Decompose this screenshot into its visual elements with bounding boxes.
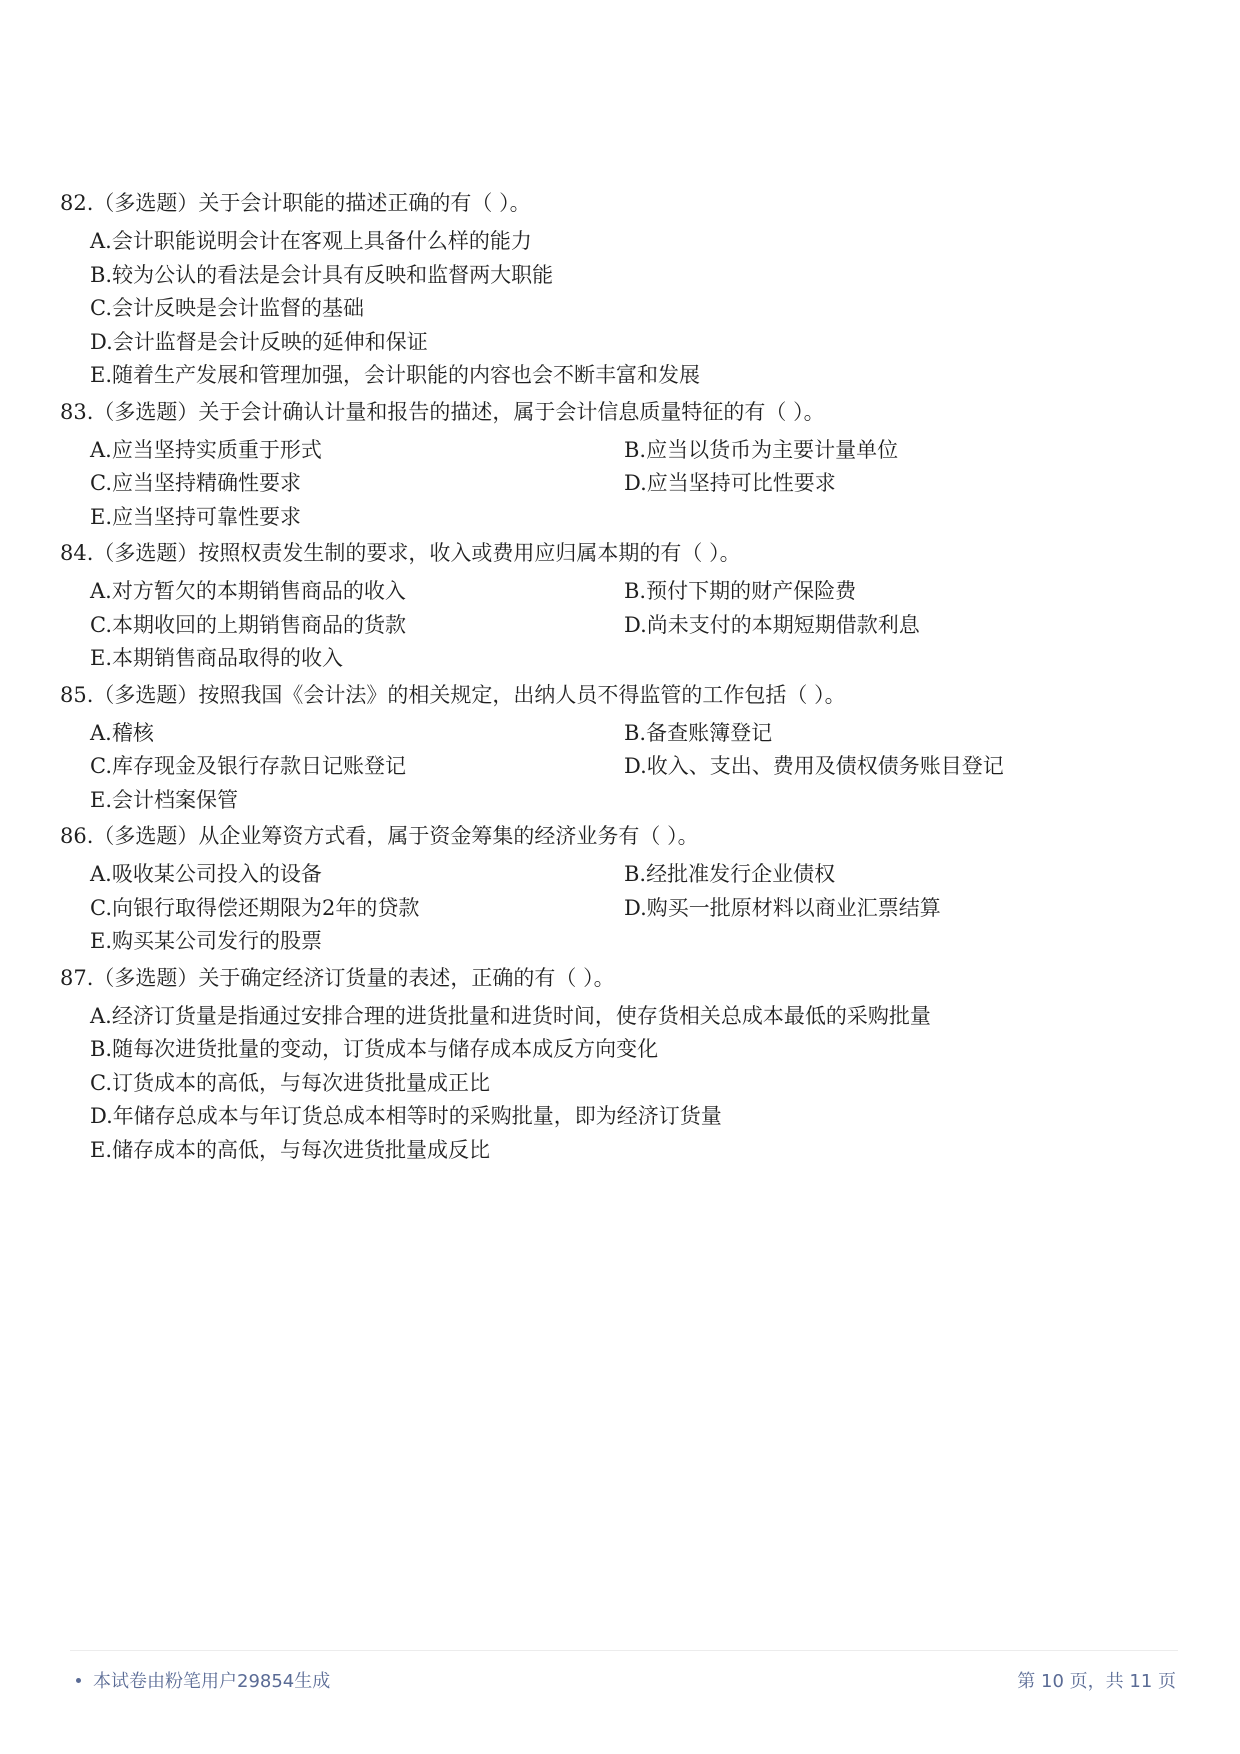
answer-option: B.经批准发行企业债权 <box>624 862 836 886</box>
answer-option: E.应当坚持可靠性要求 <box>90 504 302 529</box>
question-block <box>60 397 1160 535</box>
answer-option: A.对方暂欠的本期销售商品的收入 <box>90 579 406 603</box>
answer-option: C.库存现金及银行存款日记账登记 <box>90 754 406 778</box>
question-stem: 87.（多选题）关于确定经济订货量的表述，正确的有（ ）。 <box>60 965 615 990</box>
question-stem: 82.（多选题）关于会计职能的描述正确的有（ ）。 <box>60 191 531 215</box>
question-block <box>60 821 1160 959</box>
answer-option: B.备查账簿登记 <box>624 720 773 745</box>
answer-option: C.本期收回的上期销售商品的货款 <box>90 612 406 637</box>
question-list <box>60 188 1160 1171</box>
question-block <box>60 680 1160 818</box>
answer-option: B.随每次进货批量的变动，订货成本与储存成本成反方向变化 <box>90 1037 659 1061</box>
bullet-dot-icon <box>76 1678 81 1683</box>
option-list <box>60 225 1160 393</box>
answer-option: D.应当坚持可比性要求 <box>624 471 836 495</box>
option-list <box>60 858 1160 959</box>
footer-divider <box>70 1650 1178 1651</box>
footer-generated-by <box>76 1667 330 1693</box>
answer-option: A.经济订货量是指通过安排合理的进货批量和进货时间，使存货相关总成本最低的采购批量 <box>90 1003 931 1028</box>
answer-option: B.应当以货币为主要计量单位 <box>624 437 899 462</box>
question-stem: 84.（多选题）按照权责发生制的要求，收入或费用应归属本期的有（ ）。 <box>60 541 741 565</box>
question-block <box>60 963 1160 1168</box>
option-list <box>60 1000 1160 1168</box>
footer-generated-by-text: 本试卷由粉笔用户29854生成 <box>93 1671 331 1692</box>
question-block <box>60 538 1160 676</box>
answer-option: E.储存成本的高低，与每次进货批量成反比 <box>90 1137 491 1162</box>
answer-option: D.购买一批原材料以商业汇票结算 <box>624 895 941 920</box>
answer-option: C.订货成本的高低，与每次进货批量成正比 <box>90 1070 490 1095</box>
answer-option: A.稽核 <box>90 720 154 745</box>
answer-option: A.吸收某公司投入的设备 <box>90 862 322 886</box>
question-block <box>60 188 1160 393</box>
answer-option: D.会计监督是会计反映的延伸和保证 <box>90 329 428 354</box>
answer-option: B.预付下期的财产保险费 <box>624 579 857 603</box>
answer-option: D.尚未支付的本期短期借款利息 <box>624 612 920 637</box>
option-list <box>60 434 1160 535</box>
option-list <box>60 575 1160 676</box>
answer-option: D.年储存总成本与年订货总成本相等时的采购批量，即为经济订货量 <box>90 1104 722 1128</box>
answer-option: D.收入、支出、费用及债权债务账目登记 <box>624 754 1004 778</box>
answer-option: C.向银行取得偿还期限为2年的贷款 <box>90 895 420 920</box>
answer-option: E.本期销售商品取得的收入 <box>90 646 344 670</box>
answer-option: C.会计反映是会计监督的基础 <box>90 296 364 320</box>
question-stem: 83.（多选题）关于会计确认计量和报告的描述，属于会计信息质量特征的有（ ）。 <box>60 399 825 424</box>
answer-option: C.应当坚持精确性要求 <box>90 471 301 495</box>
answer-option: E.随着生产发展和管理加强，会计职能的内容也会不断丰富和发展 <box>90 363 701 387</box>
question-stem: 86.（多选题）从企业筹资方式看，属于资金筹集的经济业务有（ ）。 <box>60 824 699 848</box>
answer-option: E.购买某公司发行的股票 <box>90 929 323 953</box>
answer-option: A.应当坚持实质重于形式 <box>90 437 322 462</box>
question-stem: 85.（多选题）按照我国《会计法》的相关规定，出纳人员不得监管的工作包括（ ）。 <box>60 682 846 707</box>
option-list <box>60 717 1160 818</box>
answer-option: B.较为公认的看法是会计具有反映和监督两大职能 <box>90 262 554 287</box>
answer-option: E.会计档案保管 <box>90 787 239 812</box>
footer-page-info: 第 10 页，共 11 页 <box>1017 1671 1176 1692</box>
answer-option: A.会计职能说明会计在客观上具备什么样的能力 <box>90 229 532 253</box>
